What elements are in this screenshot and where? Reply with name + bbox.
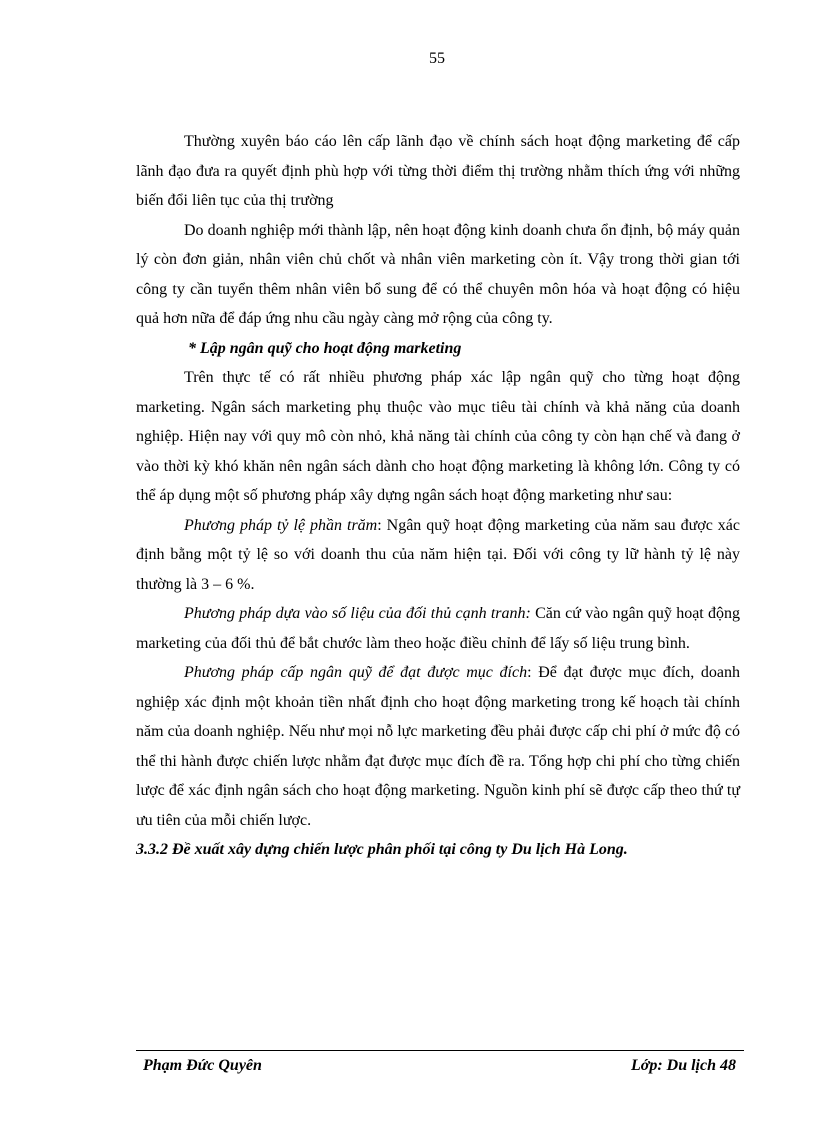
paragraph-budget-intro: Trên thực tế có rất nhiều phương pháp xác lập ngân quỹ cho từng hoạt động marketing. Ngân sách marketing phụ thuộc vào mục tiêu tài chính và khả năng của doanh nghiệp. Hiện nay với quy mô còn nhỏ, khả năng tài chính của công ty còn hạn chế và đang ở vào thời kỳ khó khăn nên ngân sách dành cho hoạt động marketing là không lớn. Công ty có thể áp dụng một số phương pháp xây dựng ngân sách hoạt động marketing như sau:	[136, 369, 740, 504]
page-number: 55	[429, 50, 445, 67]
paragraph-reporting: Thường xuyên báo cáo lên cấp lãnh đạo về chính sách hoạt động marketing để cấp lãnh đạo đưa ra quyết định phù hợp với từng thời điểm thị trường nhằm thích ứng với những biến đổi liên tục của thị trường	[136, 133, 740, 209]
section-heading: 3.3.2 Đề xuất xây dựng chiến lược phân phối tại công ty Du lịch Hà Long.	[136, 841, 628, 858]
footer-class-label: Lớp: Du lịch 48	[630, 1057, 736, 1074]
paragraph-method-objective	[136, 658, 740, 835]
method-percentage-text: : Ngân quỹ hoạt động marketing của năm sau được xác định bằng một tỷ lệ so với doanh thu của năm hiện tại. Đối với công ty lữ hành tỷ lệ này thường là 3 – 6 %.	[136, 516, 741, 593]
document-body	[136, 127, 740, 865]
method-competitor-title: Phương pháp dựa vào số liệu của đối thủ cạnh tranh:	[184, 605, 531, 622]
footer-author: Phạm Đức Quyên	[143, 1057, 262, 1074]
paragraph-method-competitor	[136, 599, 740, 658]
method-percentage-title: Phương pháp tỷ lệ phần trăm	[184, 516, 378, 534]
method-objective-title: Phương pháp cấp ngân quỹ để đạt được mục đích	[184, 664, 528, 681]
budget-heading: * Lập ngân quỹ cho hoạt động marketing	[188, 339, 462, 357]
method-competitor-text: Căn cứ vào ngân quỹ hoạt động marketing của đối thủ để bắt chước làm theo hoặc điều chỉnh để lấy số liệu trung bình.	[136, 605, 740, 652]
paragraph-staffing: Do doanh nghiệp mới thành lập, nên hoạt động kinh doanh chưa ổn định, bộ máy quản lý còn đơn giản, nhân viên chủ chốt và nhân viên marketing còn ít. Vậy trong thời gian tới công ty cần tuyển thêm nhân viên bổ sung để có thể chuyên môn hóa và hoạt động có hiệu quả hơn nữa để đáp ứng nhu cầu ngày càng mở rộng của công ty.	[136, 221, 740, 327]
method-objective-text: : Để đạt được mục đích, doanh nghiệp xác định một khoản tiền nhất định cho hoạt động marketing trong kế hoạch tài chính năm của doanh nghiệp. Nếu như mọi nỗ lực marketing đều phải được cấp chi phí ở mức độ có thể thi hành được chiến lược nhằm đạt được mục đích đề ra. Tổng hợp chi phí cho từng chiến lược để xác định ngân sách cho hoạt động marketing. Nguồn kinh phí sẽ được cấp theo thứ tự ưu tiên của mỗi chiến lược.	[136, 664, 741, 829]
paragraph-method-percentage	[136, 511, 740, 600]
footer-divider	[136, 1050, 744, 1051]
